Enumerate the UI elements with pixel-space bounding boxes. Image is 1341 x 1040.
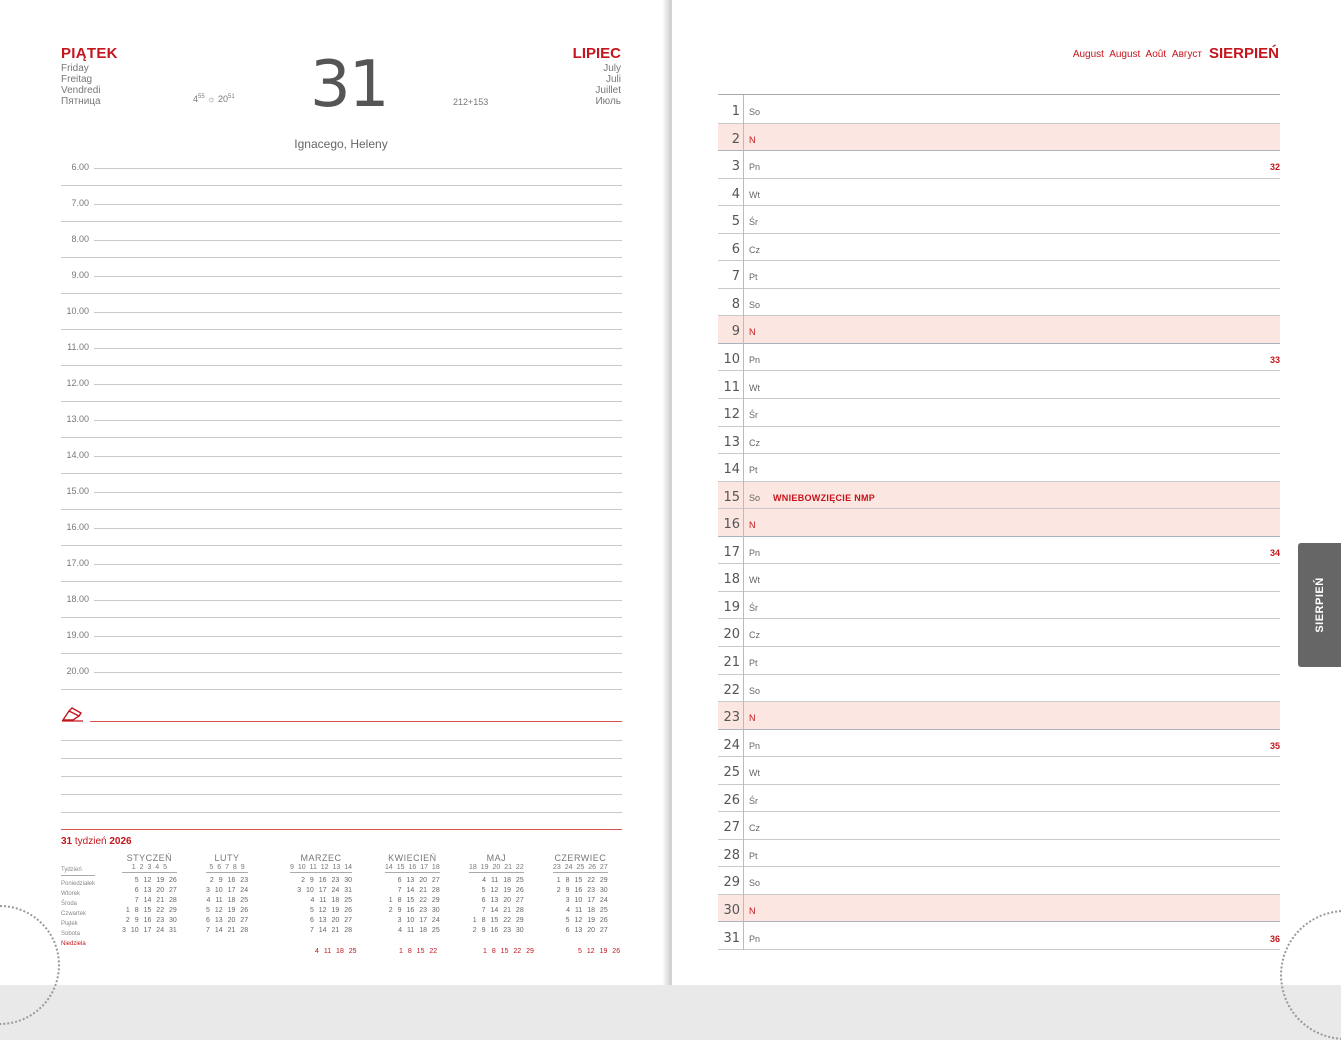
mini-month-row: 1 8 15 22 29 xyxy=(388,897,440,904)
hour-line xyxy=(94,384,622,385)
day-row[interactable] xyxy=(718,427,1280,455)
day-row[interactable] xyxy=(718,702,1280,730)
day-name: Śr xyxy=(749,602,758,613)
week-number: 31 xyxy=(61,836,73,847)
mini-month-row: 4 11 18 25 xyxy=(315,948,357,955)
week-year: 2026 xyxy=(109,836,132,847)
half-hour-line xyxy=(61,365,622,366)
mini-month-row: 2 9 16 23 30 xyxy=(301,877,353,884)
mini-month-row: 2 9 16 23 xyxy=(209,877,249,884)
mini-month-row: 4 11 18 25 xyxy=(398,927,440,934)
day-row[interactable] xyxy=(718,564,1280,592)
hour-line xyxy=(94,564,622,565)
mini-month-row: 4 11 18 25 xyxy=(482,877,524,884)
month-translations-right: August August Août Август xyxy=(1072,49,1202,60)
day-number: 25 xyxy=(723,765,740,781)
mini-month-row: 5 12 19 26 xyxy=(309,907,353,914)
half-hour-line xyxy=(61,293,622,294)
weekday-title: PIĄTEK xyxy=(61,45,118,62)
day-row[interactable] xyxy=(718,537,1280,565)
day-name: Wt xyxy=(749,575,760,586)
day-number: 5 xyxy=(731,214,740,230)
day-row[interactable] xyxy=(718,619,1280,647)
hour-row[interactable] xyxy=(61,450,622,492)
day-name: N xyxy=(749,327,756,338)
mini-month-row: 6 13 20 27 xyxy=(565,927,608,934)
pen-icon xyxy=(61,706,85,722)
day-row[interactable] xyxy=(718,372,1280,400)
day-number: 22 xyxy=(723,682,740,698)
day-number: 27 xyxy=(723,820,740,836)
day-number: 31 xyxy=(310,48,388,122)
mini-month-row: 6 13 20 27 xyxy=(134,887,177,894)
day-number: 1 xyxy=(731,104,740,119)
day-number: 14 xyxy=(723,462,740,478)
mini-month-name: STYCZEŃ xyxy=(126,853,173,863)
hour-line xyxy=(94,348,622,349)
day-name: So xyxy=(749,878,761,889)
mini-month-weeks: 1 2 3 4 5 xyxy=(122,864,177,873)
day-number: 31 xyxy=(723,930,740,946)
mini-month-row: 6 13 20 27 xyxy=(397,877,440,884)
weekday-label: Sobota xyxy=(61,931,81,937)
month-tab[interactable] xyxy=(1298,543,1341,667)
hour-row[interactable] xyxy=(61,522,622,564)
day-number: 11 xyxy=(723,379,740,395)
day-row[interactable] xyxy=(718,261,1280,289)
mini-month-weeks: 23 24 25 26 27 xyxy=(553,864,608,871)
day-row[interactable] xyxy=(718,785,1280,813)
day-name: N xyxy=(749,905,756,916)
day-row[interactable] xyxy=(718,509,1280,537)
translation-fr: Vendredi xyxy=(61,85,101,96)
day-number: 20 xyxy=(723,627,740,643)
day-name: So xyxy=(749,685,761,696)
hour-line xyxy=(94,672,622,673)
day-number: 6 xyxy=(731,241,740,257)
month-title: LIPIEC xyxy=(572,45,621,62)
hour-label: 6.00 xyxy=(71,162,89,172)
mini-month-row: 1 8 15 22 29 xyxy=(125,907,177,914)
notes-top-rule xyxy=(90,721,622,722)
day-number: 28 xyxy=(723,847,740,863)
hour-row[interactable] xyxy=(61,162,622,204)
hour-line xyxy=(94,276,622,277)
day-name: Śr xyxy=(749,795,758,806)
mini-month-row: 4 11 18 25 xyxy=(206,897,249,904)
hour-line xyxy=(94,528,622,529)
mini-month-row: 2 9 16 23 30 xyxy=(388,907,440,914)
hour-label: 10.00 xyxy=(66,306,89,316)
day-row[interactable] xyxy=(718,812,1280,840)
day-row[interactable] xyxy=(718,895,1280,923)
sunset-min: 51 xyxy=(228,94,235,100)
half-hour-line xyxy=(61,545,622,546)
mini-month-row: 3 10 17 24 xyxy=(206,887,249,894)
day-number: 10 xyxy=(723,351,740,367)
translation-en: July xyxy=(603,63,621,74)
week-number: 32 xyxy=(1269,162,1280,173)
day-number: 21 xyxy=(723,655,740,670)
date-column-rule xyxy=(743,95,744,950)
hour-line xyxy=(94,600,622,601)
day-name: Pn xyxy=(749,547,761,558)
hour-label: 12.00 xyxy=(66,378,89,388)
hour-label: 20.00 xyxy=(66,666,89,676)
hour-label: 14.00 xyxy=(66,450,89,460)
month-translations xyxy=(595,63,621,107)
hour-line xyxy=(94,240,622,241)
hour-row[interactable] xyxy=(61,306,622,348)
mini-month-weeks: 9 10 11 12 13 14 xyxy=(290,864,353,871)
weekday-header: Tydzień xyxy=(61,866,95,876)
mini-month-row: 4 11 18 25 xyxy=(566,907,608,914)
mini-month-row: 1 8 15 22 29 xyxy=(556,877,608,884)
day-name: So xyxy=(749,299,761,310)
sunrise-hour: 4 xyxy=(193,94,199,104)
day-name: Wt xyxy=(749,768,760,779)
hour-line xyxy=(94,456,622,457)
week-number: 35 xyxy=(1269,740,1280,751)
mini-month-row: 1 8 15 22 29 xyxy=(483,948,534,955)
day-name: Śr xyxy=(749,410,758,421)
mini-month-row: 7 14 21 28 xyxy=(397,887,440,894)
day-name: So xyxy=(749,107,761,117)
day-name: N xyxy=(749,520,756,531)
month-tab-label: SIERPIEŃ xyxy=(1313,577,1326,633)
half-hour-line xyxy=(61,689,622,690)
day-row[interactable] xyxy=(718,647,1280,675)
mini-month-row: 6 13 20 27 xyxy=(481,897,524,904)
day-number: 30 xyxy=(723,902,740,918)
top-rule xyxy=(718,94,1280,95)
day-name: N xyxy=(749,713,756,724)
weekday-label: Wtorek xyxy=(61,891,81,897)
mini-month-row: 3 10 17 24 xyxy=(565,897,608,904)
hour-label: 7.00 xyxy=(71,198,89,208)
day-number: 3 xyxy=(731,159,740,175)
day-row[interactable] xyxy=(718,592,1280,620)
day-row[interactable] xyxy=(718,124,1280,152)
mini-month-row: 7 14 21 28 xyxy=(206,927,249,934)
half-hour-line xyxy=(61,221,622,222)
mini-month-row: 5 12 19 26 xyxy=(578,948,621,955)
day-row[interactable] xyxy=(718,675,1280,703)
half-hour-line xyxy=(61,257,622,258)
mini-month-row: 1 8 15 22 xyxy=(399,948,438,955)
mini-month-weeks: 5 6 7 8 9 xyxy=(206,864,248,873)
day-number: 2 xyxy=(731,131,740,147)
decorative-arc xyxy=(0,905,60,1025)
translation-en: Friday xyxy=(61,63,89,74)
left-page xyxy=(0,0,668,985)
day-number: 15 xyxy=(723,489,740,505)
mini-month-row: 3 10 17 24 31 xyxy=(122,927,177,934)
half-hour-line xyxy=(61,581,622,582)
day-name: Cz xyxy=(749,823,760,834)
day-name: So xyxy=(749,492,761,503)
day-row[interactable] xyxy=(718,344,1280,372)
day-row[interactable] xyxy=(718,96,1280,124)
mini-month-row: 7 14 21 28 xyxy=(309,927,353,934)
day-name: Cz xyxy=(749,630,760,641)
day-name: Cz xyxy=(749,437,760,448)
sunset-hour: 20 xyxy=(217,94,228,104)
day-number: 4 xyxy=(731,186,740,202)
day-row[interactable] xyxy=(718,399,1280,427)
day-name: Pn xyxy=(749,740,761,751)
hour-row[interactable] xyxy=(61,666,622,708)
hour-label: 17.00 xyxy=(66,558,89,568)
day-row[interactable] xyxy=(718,482,1280,510)
hour-label: 15.00 xyxy=(66,486,89,496)
hour-row[interactable] xyxy=(61,198,622,240)
hour-row[interactable] xyxy=(61,558,622,600)
mini-month-row: 5 12 19 26 xyxy=(134,877,177,884)
mini-month-row: 2 9 16 23 30 xyxy=(472,927,524,934)
hour-row[interactable] xyxy=(61,234,622,276)
notes-line xyxy=(61,776,622,777)
hour-row[interactable] xyxy=(61,486,622,528)
day-row[interactable] xyxy=(718,316,1280,344)
day-number: 16 xyxy=(723,517,740,533)
sun-times xyxy=(193,94,235,104)
translation-ru: Июль xyxy=(595,96,621,107)
mini-month-row: 6 13 20 27 xyxy=(206,917,249,924)
day-number: 18 xyxy=(723,572,740,588)
mini-month-row: 2 9 16 23 30 xyxy=(125,917,177,924)
day-number: 23 xyxy=(723,710,740,726)
notes-bottom-rule xyxy=(61,829,622,830)
holiday-label: WNIEBOWZIĘCIE NMP xyxy=(773,492,876,503)
half-hour-line xyxy=(61,185,622,186)
day-row[interactable] xyxy=(718,730,1280,758)
notes-line xyxy=(61,740,622,741)
translation-fr: Juillet xyxy=(595,85,621,96)
hour-line xyxy=(94,312,622,313)
half-hour-line xyxy=(61,437,622,438)
day-name: Pt xyxy=(749,850,758,861)
day-name: Pt xyxy=(749,658,758,668)
mini-month-row: 2 9 16 23 30 xyxy=(556,887,608,894)
day-name: Pn xyxy=(749,933,761,944)
week-number: 33 xyxy=(1269,354,1280,365)
mini-month xyxy=(553,853,608,936)
day-number: 24 xyxy=(723,737,740,753)
day-name: Wt xyxy=(749,382,760,393)
day-name: Pn xyxy=(749,354,761,365)
hour-row[interactable] xyxy=(61,342,622,384)
hour-row[interactable] xyxy=(61,270,622,312)
day-number: 12 xyxy=(723,407,740,423)
mini-month xyxy=(469,853,524,936)
mini-month-row: 7 14 21 28 xyxy=(134,897,177,904)
translation-ru: Пятница xyxy=(61,96,101,107)
translation-de: Freitag xyxy=(61,74,93,85)
mini-month-weeks: 18 19 20 21 22 xyxy=(469,864,524,871)
day-row[interactable] xyxy=(718,234,1280,262)
day-row[interactable] xyxy=(718,289,1280,317)
day-row[interactable] xyxy=(718,923,1280,951)
sun-icon: ☼ xyxy=(207,94,216,104)
day-name: Śr xyxy=(749,217,758,228)
half-hour-line xyxy=(61,653,622,654)
hour-label: 9.00 xyxy=(71,270,89,280)
weekday-label: Piątek xyxy=(61,921,78,927)
day-name: N xyxy=(749,134,756,145)
day-row[interactable] xyxy=(718,757,1280,785)
day-row[interactable] xyxy=(718,179,1280,207)
day-number: 8 xyxy=(731,296,740,312)
day-name: Wt xyxy=(749,189,760,200)
mini-month-name: MARZEC xyxy=(300,853,342,863)
day-name: Pn xyxy=(749,162,761,173)
week-word: tydzień xyxy=(74,836,107,847)
mini-month-name: MAJ xyxy=(486,853,507,863)
day-number: 7 xyxy=(731,269,740,285)
hour-label: 13.00 xyxy=(66,414,89,424)
half-hour-line xyxy=(61,401,622,402)
day-row[interactable] xyxy=(718,151,1280,179)
day-name: Cz xyxy=(749,244,760,255)
half-hour-line xyxy=(61,617,622,618)
mini-month-row: 1 8 15 22 29 xyxy=(472,917,524,924)
mini-month-name: CZERWIEC xyxy=(554,853,607,863)
notes-line xyxy=(61,794,622,795)
day-number: 13 xyxy=(723,434,740,450)
weekday-label: Poniedziałek xyxy=(61,881,96,887)
day-name: Pt xyxy=(749,465,758,476)
hour-row[interactable] xyxy=(61,594,622,636)
mini-month-name: KWIECIEŃ xyxy=(388,853,437,863)
mini-month-name: LUTY xyxy=(214,853,240,863)
sunrise-min: 55 xyxy=(198,94,205,100)
hour-line xyxy=(94,492,622,493)
mini-month-row: 3 10 17 24 xyxy=(397,917,440,924)
month-title-right: SIERPIEŃ xyxy=(1208,45,1279,62)
half-hour-line xyxy=(61,329,622,330)
hour-label: 18.00 xyxy=(66,594,89,604)
hour-label: 16.00 xyxy=(66,522,89,532)
notes-line xyxy=(61,758,622,759)
nameday: Ignacego, Heleny xyxy=(294,137,388,151)
week-label xyxy=(61,836,132,847)
weekday-translations xyxy=(61,63,101,107)
weekday-label: Niedziela xyxy=(61,941,86,947)
mini-month-row: 5 12 19 26 xyxy=(565,917,608,924)
day-of-year: 212+153 xyxy=(453,97,489,107)
hour-label: 8.00 xyxy=(71,234,89,244)
week-number: 36 xyxy=(1269,933,1280,944)
day-name: Pt xyxy=(749,272,758,283)
half-hour-line xyxy=(61,509,622,510)
mini-weekday-column xyxy=(61,866,95,949)
weekday-label: Środa xyxy=(61,901,78,907)
day-row[interactable] xyxy=(718,206,1280,234)
day-row[interactable] xyxy=(718,840,1280,868)
hour-line xyxy=(94,204,622,205)
hour-row[interactable] xyxy=(61,414,622,456)
notes-line xyxy=(61,812,622,813)
hour-label: 19.00 xyxy=(66,630,89,640)
day-number: 17 xyxy=(723,544,740,560)
mini-month-row: 5 12 19 26 xyxy=(206,907,249,914)
day-number: 19 xyxy=(723,599,740,615)
hour-line xyxy=(94,420,622,421)
hour-line xyxy=(94,636,622,637)
hour-line xyxy=(94,168,622,169)
mini-month-row: 7 14 21 28 xyxy=(481,907,524,914)
day-number: 26 xyxy=(723,792,740,808)
mini-month-row: 4 11 18 25 xyxy=(310,897,353,904)
translation-de: Juli xyxy=(605,74,621,85)
day-row[interactable] xyxy=(718,454,1280,482)
mini-month-row: 5 12 19 26 xyxy=(481,887,524,894)
weekday-label: Czwartek xyxy=(61,911,87,917)
day-number: 9 xyxy=(731,324,740,340)
half-hour-line xyxy=(61,473,622,474)
hour-row[interactable] xyxy=(61,630,622,672)
week-number: 34 xyxy=(1269,547,1280,558)
mini-month-weeks: 14 15 16 17 18 xyxy=(385,864,440,871)
hour-row[interactable] xyxy=(61,378,622,420)
mini-month-row: 3 10 17 24 31 xyxy=(297,887,353,894)
day-row[interactable] xyxy=(718,867,1280,895)
mini-month-row: 6 13 20 27 xyxy=(309,917,353,924)
hour-label: 11.00 xyxy=(67,342,89,352)
day-number: 29 xyxy=(723,875,740,891)
